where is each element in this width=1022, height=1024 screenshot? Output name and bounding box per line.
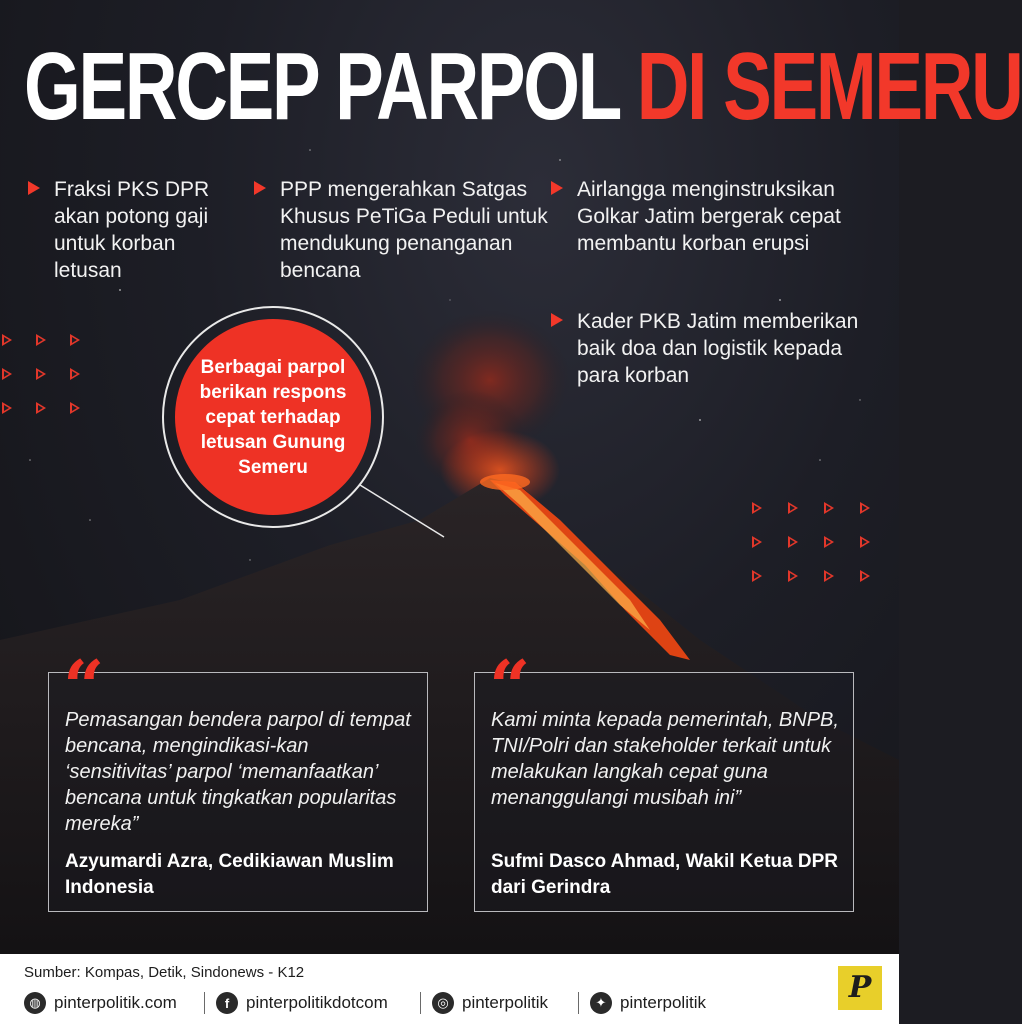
arrow-icon xyxy=(70,402,80,414)
arrow-icon xyxy=(788,502,798,514)
bullet-item xyxy=(549,308,879,389)
globe-icon: ◍ xyxy=(24,992,46,1014)
social-website[interactable] xyxy=(24,990,177,1016)
quote-text: Kami minta kepada pemerintah, BNPB, TNI/Polri dan stakeholder terkait untuk melakukan langkah cepat guna menanggulangi musibah ini” xyxy=(491,709,839,809)
page-title xyxy=(24,22,1022,152)
arrow-icon xyxy=(824,502,834,514)
arrow-icon xyxy=(860,536,870,548)
callout-pointer-line xyxy=(360,485,450,545)
quote-box xyxy=(48,644,428,912)
arrow-icon xyxy=(36,334,46,346)
quote-mark-icon: “ xyxy=(489,644,531,729)
source-credit: Sumber: Kompas, Detik, Sindonews - K12 xyxy=(24,964,305,981)
bullet-item xyxy=(26,176,246,284)
callout-text: Berbagai parpol berikan respons cepat terhadap letusan Gunung Semeru xyxy=(199,356,347,478)
facebook-icon: f xyxy=(216,992,238,1014)
divider xyxy=(204,992,205,1014)
arrow-icon xyxy=(70,334,80,346)
arrow-pattern-right xyxy=(752,502,892,592)
title-white: GERCEP PARPOL xyxy=(24,33,619,140)
arrow-icon xyxy=(752,502,762,514)
triangle-bullet-icon xyxy=(551,181,563,195)
bullet-text: Airlangga menginstruksikan Golkar Jatim bergerak cepat membantu korban erupsi xyxy=(577,178,841,255)
arrow-icon xyxy=(2,368,12,380)
arrow-icon xyxy=(788,570,798,582)
arrow-icon xyxy=(752,570,762,582)
arrow-icon xyxy=(70,368,80,380)
arrow-icon xyxy=(860,502,870,514)
quote-box xyxy=(474,644,854,912)
arrow-icon xyxy=(36,368,46,380)
social-label: pinterpolitikdotcom xyxy=(246,993,388,1012)
quote-author: Sufmi Dasco Ahmad, Wakil Ketua DPR dari Gerindra xyxy=(491,851,838,898)
arrow-icon xyxy=(36,402,46,414)
quote-author: Azyumardi Azra, Cedikiawan Muslim Indonesia xyxy=(65,851,394,898)
callout-circle xyxy=(175,319,371,515)
social-twitter[interactable] xyxy=(590,990,706,1016)
arrow-icon xyxy=(2,334,12,346)
social-label: pinterpolitik xyxy=(620,993,706,1012)
social-facebook[interactable] xyxy=(216,990,388,1016)
social-label: pinterpolitik xyxy=(462,993,548,1012)
arrow-icon xyxy=(824,570,834,582)
quote-mark-icon: “ xyxy=(63,644,105,729)
bullet-text: Fraksi PKS DPR akan potong gaji untuk korban letusan xyxy=(54,178,210,282)
arrow-icon xyxy=(752,536,762,548)
social-label: pinterpolitik.com xyxy=(54,993,177,1012)
bullet-text: PPP mengerahkan Satgas Khusus PeTiGa Peduli untuk mendukung penanganan bencana xyxy=(280,178,548,282)
arrow-icon xyxy=(824,536,834,548)
social-instagram[interactable] xyxy=(432,990,548,1016)
brand-logo: P xyxy=(838,966,882,1010)
triangle-bullet-icon xyxy=(551,313,563,327)
arrow-icon xyxy=(2,402,12,414)
triangle-bullet-icon xyxy=(254,181,266,195)
bullet-item xyxy=(549,176,879,257)
title-red: DI SEMERU xyxy=(636,33,1022,140)
divider xyxy=(578,992,579,1014)
triangle-bullet-icon xyxy=(28,181,40,195)
bullet-text: Kader PKB Jatim memberikan baik doa dan logistik kepada para korban xyxy=(577,310,859,387)
arrow-icon xyxy=(788,536,798,548)
twitter-icon: ✦ xyxy=(590,992,612,1014)
divider xyxy=(420,992,421,1014)
instagram-icon: ◎ xyxy=(432,992,454,1014)
quote-text: Pemasangan bendera parpol di tempat bencana, mengindikasi-kan ‘sensitivitas’ parpol ‘memanfaatkan’ bencana untuk tingkatkan popularitas mereka” xyxy=(65,709,411,835)
arrow-pattern-left xyxy=(0,334,100,424)
arrow-icon xyxy=(860,570,870,582)
footer xyxy=(0,954,899,1024)
bullet-item xyxy=(252,176,552,284)
